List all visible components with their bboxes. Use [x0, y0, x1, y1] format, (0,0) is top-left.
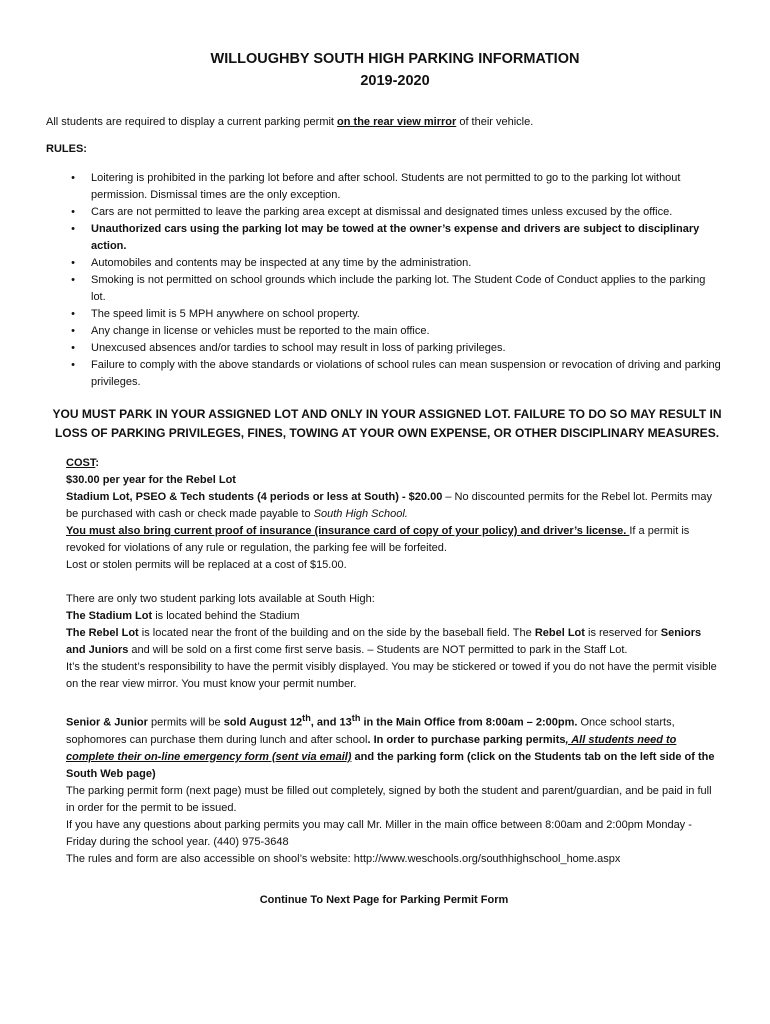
rule-text: Automobiles and contents may be inspected at any time by the administration. — [91, 257, 472, 269]
warning-notice: YOU MUST PARK IN YOUR ASSIGNED LOT AND ONLY IN YOUR ASSIGNED LOT. FAILURE TO DO SO MAY RESULT IN LOSS OF PARKING PRIVILEGES, FINES, TOWING AT YOUR OWN EXPENSE, OR OTHER DISCIPLINARY MEASURES. — [52, 407, 722, 440]
rule-item — [71, 255, 722, 272]
rule-item — [71, 323, 722, 340]
rule-item — [71, 221, 722, 255]
page-title: WILLOUGHBY SOUTH HIGH PARKING INFORMATION — [210, 51, 580, 67]
insurance-requirement — [66, 523, 722, 557]
sale-location: in the Main Office from 8:00am – 2:00pm. — [360, 716, 578, 729]
seniors-juniors: Seniors and Juniors — [66, 627, 702, 656]
sale-paragraph — [66, 710, 722, 783]
rule-item — [71, 204, 722, 221]
sale-must: , All students need to complete their on-line emergency form (sent via email) — [66, 733, 677, 763]
school-year: 2019-2020 — [360, 73, 430, 89]
rule-text: Unauthorized cars using the parking lot may be towed at the owner’s expense and drivers are subject to disciplinary action. — [91, 223, 700, 252]
rules-heading: RULES: — [46, 143, 87, 155]
stadium-lot-desc: is located behind the Stadium — [152, 610, 300, 622]
cost-heading-line — [66, 455, 722, 472]
rebel-lot-name: The Rebel Lot — [66, 627, 139, 639]
payable-to: South High School. — [313, 508, 408, 520]
rule-text: Cars are not permitted to leave the parking area except at dismissal and designated times unless excused by the office. — [91, 206, 673, 218]
stadium-price-rest: – No discounted permits for the Rebel lot. Permits may be purchased with cash or check made payable to — [66, 491, 712, 520]
rebel-lot-desc: is located near the front of the building and on the side by the baseball field. The — [138, 627, 535, 639]
stadium-lot-price — [66, 489, 722, 523]
sale-date-1: sold August 12 — [223, 716, 303, 729]
rule-text: Loitering is prohibited in the parking lot before and after school. Students are not permitted to go to the parking lot without permission. Dismissal times are the only exception. — [91, 172, 681, 201]
sale-period: . — [367, 733, 371, 746]
sale-and-form: and the parking form (click on the Students tab on the left side of the South Web page) — [66, 750, 715, 780]
lots-section — [66, 591, 722, 693]
sale-th-2: th — [351, 713, 361, 723]
sale-who: Senior & Junior — [66, 716, 148, 729]
website-note: The rules and form are also accessible on shool’s website: http://www.weschools.org/southhighschool_home.aspx — [66, 852, 621, 865]
bullet-icon: • — [71, 223, 75, 235]
stadium-price-bold: Stadium Lot, PSEO & Tech students (4 periods or less at South) - $20.00 — [66, 491, 443, 503]
rebel-lot-price: $30.00 per year for the Rebel Lot — [66, 474, 236, 486]
form-note: The parking permit form (next page) must be filled out completely, signed by both the student and parent/guardian, and be paid in full in order for the permit to be issued. — [66, 784, 712, 814]
insurance-rest: If a permit is revoked for violations of any rule or regulation, the parking fee will be forfeited. — [66, 525, 690, 554]
bullet-icon: • — [71, 342, 75, 354]
insurance-bold: You must also bring current proof of insurance (insurance card of copy of your policy) and driver’s license. — [66, 525, 630, 537]
intro-pre: All students are required to display a current parking permit — [46, 116, 338, 128]
lost-permit-fee: Lost or stolen permits will be replaced at a cost of $15.00. — [66, 559, 347, 571]
rule-item — [71, 272, 722, 306]
rebel-lot-desc-3: and will be sold on a first come first serve basis. – Students are NOT permitted to park in the Staff Lot. — [128, 644, 628, 656]
rules-list — [68, 170, 722, 391]
sale-permits: permits will be — [147, 716, 224, 729]
rule-text: Smoking is not permitted on school grounds which include the parking lot. The Student Code of Conduct applies to the parking lot. — [91, 274, 706, 303]
continue-footer: Continue To Next Page for Parking Permit Form — [259, 893, 509, 906]
rebel-lot-name-2: Rebel Lot — [534, 627, 585, 639]
stadium-lot-name: The Stadium Lot — [66, 610, 153, 622]
rule-item — [71, 170, 722, 204]
rule-item — [71, 340, 722, 357]
bullet-icon: • — [71, 274, 75, 286]
intro-emphasis: on the rear view mirror — [337, 116, 457, 128]
cost-heading-colon: : — [95, 457, 100, 469]
sale-order: In order to purchase parking permits — [370, 733, 566, 746]
sale-section — [66, 710, 722, 868]
sale-date-2: , and 13 — [310, 716, 352, 729]
intro-paragraph — [46, 114, 722, 131]
bullet-icon: • — [71, 325, 75, 337]
rule-item — [71, 357, 722, 391]
cost-section — [66, 455, 722, 574]
bullet-icon: • — [71, 359, 75, 371]
rule-text: Any change in license or vehicles must be reported to the main office. — [91, 325, 430, 337]
rebel-lot-desc-2: is reserved for — [584, 627, 661, 639]
questions-note: If you have any questions about parking permits you may call Mr. Miller in the main office between 8:00am and 2:00pm Monday - Friday during the school year. (440) 975-3648 — [66, 818, 692, 848]
bullet-icon: • — [71, 308, 75, 320]
sale-once: Once school starts, sophomores can purchase them during lunch and after school — [66, 716, 675, 746]
lots-intro: There are only two student parking lots available at South High: — [66, 593, 375, 605]
sale-th-1: th — [302, 713, 311, 723]
responsibility-note: It’s the student’s responsibility to have the permit visibly displayed. You may be stickered or towed if you do not have the permit visible on the rear view mirror. You must know your permit number. — [66, 661, 717, 690]
cost-heading: COST — [66, 457, 96, 469]
bullet-icon: • — [71, 257, 75, 269]
rule-text: Unexcused absences and/or tardies to school may result in loss of parking privileges. — [91, 342, 506, 354]
bullet-icon: • — [71, 206, 75, 218]
rule-text: The speed limit is 5 MPH anywhere on school property. — [91, 308, 360, 320]
rule-item — [71, 306, 722, 323]
intro-post: of their vehicle. — [456, 116, 534, 128]
rebel-lot-line — [66, 625, 722, 659]
bullet-icon: • — [71, 172, 75, 184]
stadium-lot-line — [66, 608, 722, 625]
rule-text: Failure to comply with the above standards or violations of school rules can mean suspension or revocation of driving and parking privileges. — [91, 359, 721, 388]
